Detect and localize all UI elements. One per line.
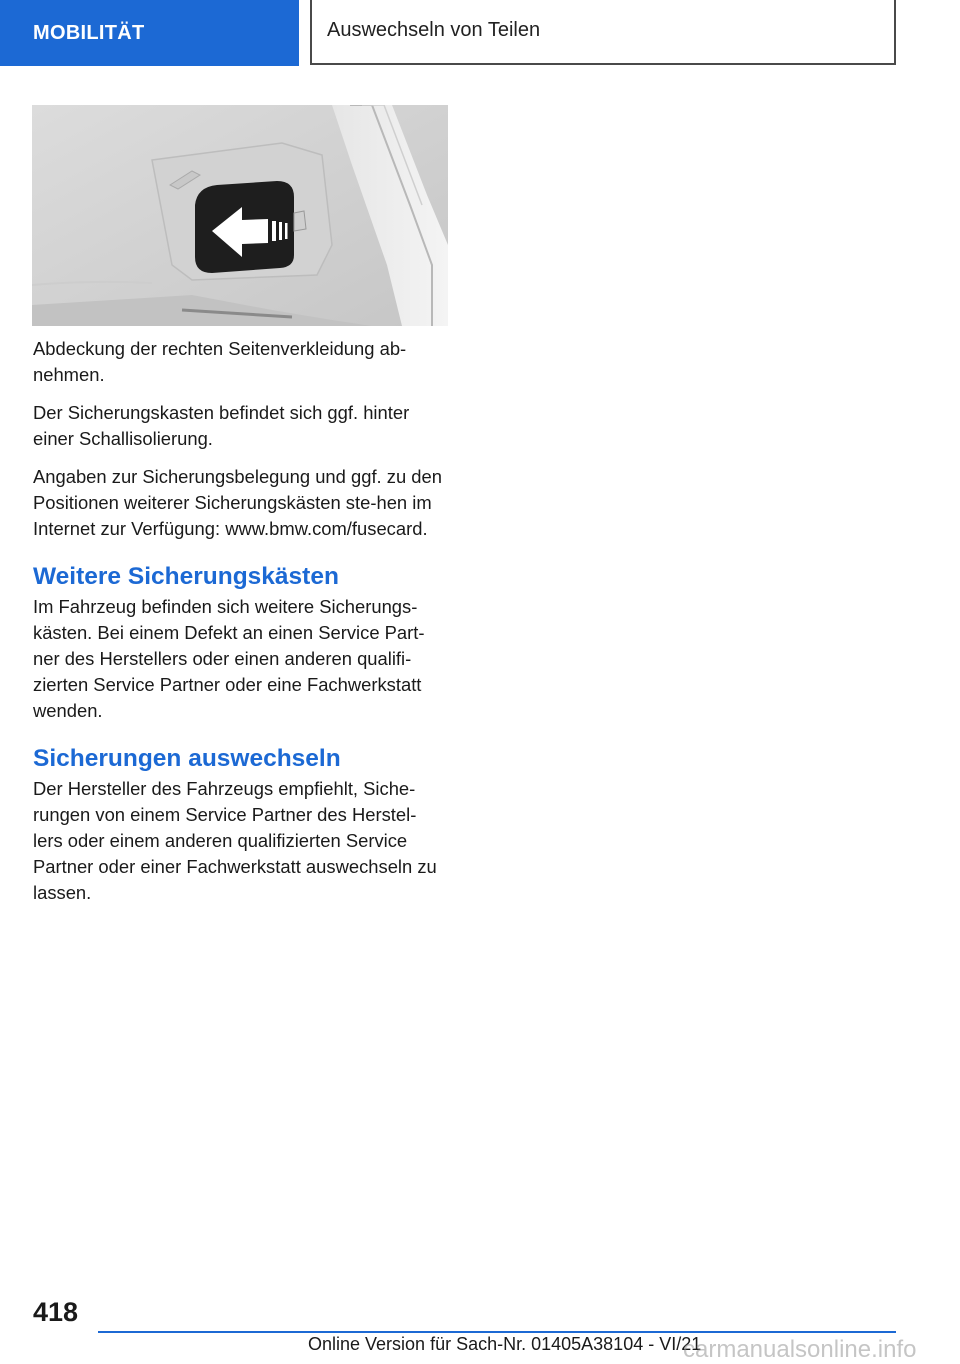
page-header xyxy=(0,0,960,66)
footer-text: Online Version für Sach-Nr. 01405A38104 - VI/21 xyxy=(308,1334,702,1354)
paragraph: Abdeckung der rechten Seitenverkleidung ab‐nehmen. xyxy=(33,338,407,385)
paragraph: Der Sicherungskasten befindet sich ggf. hinter einer Schallisolierung. xyxy=(33,402,410,449)
paragraph: Im Fahrzeug befinden sich weitere Sicherungs‐kästen. Bei einem Defekt an einen Service Part‐ner des Herstellers oder einen anderen qualifi‐zierten Service Partner oder eine Fachwerkstatt wenden. xyxy=(33,596,425,721)
chapter-title: Auswechseln von Teilen xyxy=(310,0,896,65)
watermark: carmanualsonline.info xyxy=(683,1336,917,1363)
illustration-trunk-side-panel xyxy=(32,105,448,326)
section-heading: Weitere Sicherungskästen xyxy=(33,563,339,590)
section-heading: Sicherungen auswechseln xyxy=(33,745,341,772)
page-content xyxy=(33,336,445,918)
section-title: MOBILITÄT xyxy=(0,0,299,66)
paragraph: Der Hersteller des Fahrzeugs empfiehlt, Siche‐rungen von einem Service Partner des Herstel‐lers oder einem anderen qualifizierten Service Partner oder einer Fachwerkstatt auswechseln zu lassen. xyxy=(33,778,437,903)
page-number: 418 xyxy=(33,1297,79,1327)
paragraph: Angaben zur Sicherungsbelegung und ggf. zu den Positionen weiterer Sicherungskästen ste‐hen im Internet zur Verfügung: www.bmw.com/fusecard. xyxy=(33,466,442,539)
footer-divider xyxy=(98,1331,896,1333)
